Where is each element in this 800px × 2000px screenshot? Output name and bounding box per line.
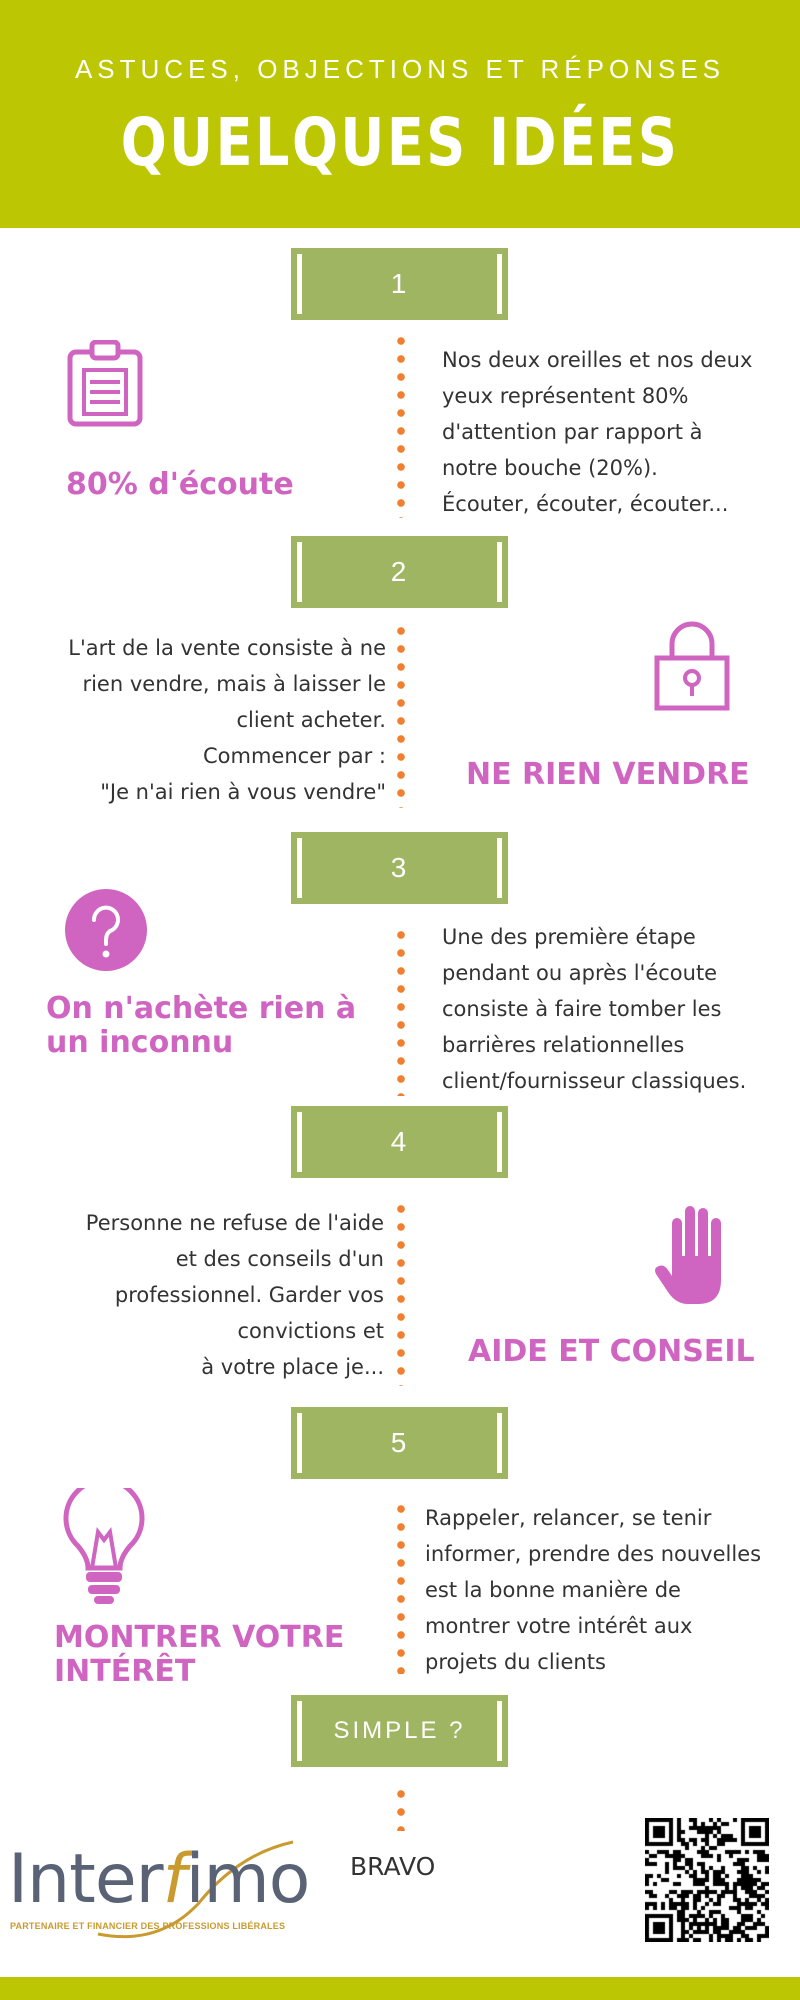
text-line: Rappeler, relancer, se tenir (425, 1506, 712, 1530)
logo-tagline: PARTENAIRE ET FINANCIER DES PROFESSIONS LIBÉRALES (10, 1921, 286, 1931)
text-line: et des conseils d'un (175, 1247, 384, 1271)
step-badge-simple: SIMPLE ? (291, 1695, 508, 1767)
text-line: Commencer par : (202, 744, 386, 768)
logo-text-suffix: imo (185, 1840, 310, 1919)
bravo-text: BRAVO (350, 1852, 436, 1881)
step-badge-3: 3 (291, 832, 508, 904)
dotted-divider (396, 1500, 406, 1674)
step-5-heading (54, 1621, 344, 1689)
text-line: informer, prendre des nouvelles (425, 1542, 762, 1566)
dotted-divider (396, 1785, 406, 1831)
step-3-heading (46, 992, 356, 1060)
text-line: barrières relationnelles (442, 1033, 685, 1057)
text-line: professionnel. Garder vos (114, 1283, 384, 1307)
step-3-text (442, 919, 798, 1099)
text-line: Personne ne refuse de l'aide (85, 1211, 384, 1235)
text-line: client/fournisseur classiques. (442, 1069, 747, 1093)
step-2-heading: NE RIEN VENDRE (466, 757, 750, 792)
text-line: consiste à faire tomber les (442, 997, 722, 1021)
text-line: Une des première étape (442, 925, 696, 949)
text-line: notre bouche (20%). (442, 456, 658, 480)
text-line: client acheter. (236, 708, 386, 732)
step-badge-4: 4 (291, 1106, 508, 1178)
page-subtitle: ASTUCES, OBJECTIONS ET RÉPONSES (74, 54, 726, 84)
lightbulb-icon (62, 1488, 146, 1606)
text-line: pendant ou après l'écoute (442, 961, 718, 985)
dotted-divider (396, 332, 406, 518)
text-line: rien vendre, mais à laisser le (82, 672, 386, 696)
step-2-text (20, 630, 386, 810)
text-line: d'attention par rapport à (442, 420, 703, 444)
step-badge-1: 1 (291, 248, 508, 320)
footer-bar (0, 1977, 800, 2000)
text-line: "Je n'ai rien à vous vendre" (100, 780, 386, 804)
logo-text-prefix: Inter (8, 1840, 163, 1919)
step-1-heading: 80% d'écoute (66, 467, 294, 502)
qr-code-canvas (645, 1818, 769, 1942)
page-title: QUELQUES IDÉES (120, 104, 680, 181)
clipboard-icon (66, 340, 146, 428)
text-line: convictions et (237, 1319, 384, 1343)
text-line: Écouter, écouter, écouter... (442, 492, 729, 516)
step-badge-5: 5 (291, 1407, 508, 1479)
hand-icon (654, 1200, 734, 1310)
step-4-text (20, 1205, 384, 1385)
text-line: montrer votre intérêt aux (425, 1614, 693, 1638)
logo (8, 1840, 309, 1919)
header-banner (0, 0, 800, 228)
text-line: projets du clients (425, 1650, 606, 1674)
dotted-divider (396, 926, 406, 1096)
text-line: L'art de la vente consiste à ne (68, 636, 386, 660)
dotted-divider (396, 1200, 406, 1386)
heading-line: MONTRER VOTRE (54, 1620, 345, 1655)
step-badge-2: 2 (291, 536, 508, 608)
padlock-icon (652, 616, 732, 712)
heading-line: On n'achète rien à (46, 991, 357, 1026)
logo-text-f: f (162, 1840, 186, 1919)
heading-line: INTÉRÊT (54, 1654, 196, 1689)
text-line: Nos deux oreilles et nos deux (442, 348, 753, 372)
text-line: à votre place je... (201, 1355, 384, 1379)
text-line: yeux représentent 80% (442, 384, 689, 408)
step-1-text (442, 342, 792, 522)
step-5-text (425, 1500, 795, 1680)
question-mark-icon (64, 888, 148, 972)
text-line: est la bonne manière de (425, 1578, 681, 1602)
heading-line: un inconnu (46, 1025, 234, 1060)
step-4-heading: AIDE ET CONSEIL (468, 1334, 755, 1369)
qr-code (645, 1818, 769, 1946)
dotted-divider (396, 622, 406, 808)
